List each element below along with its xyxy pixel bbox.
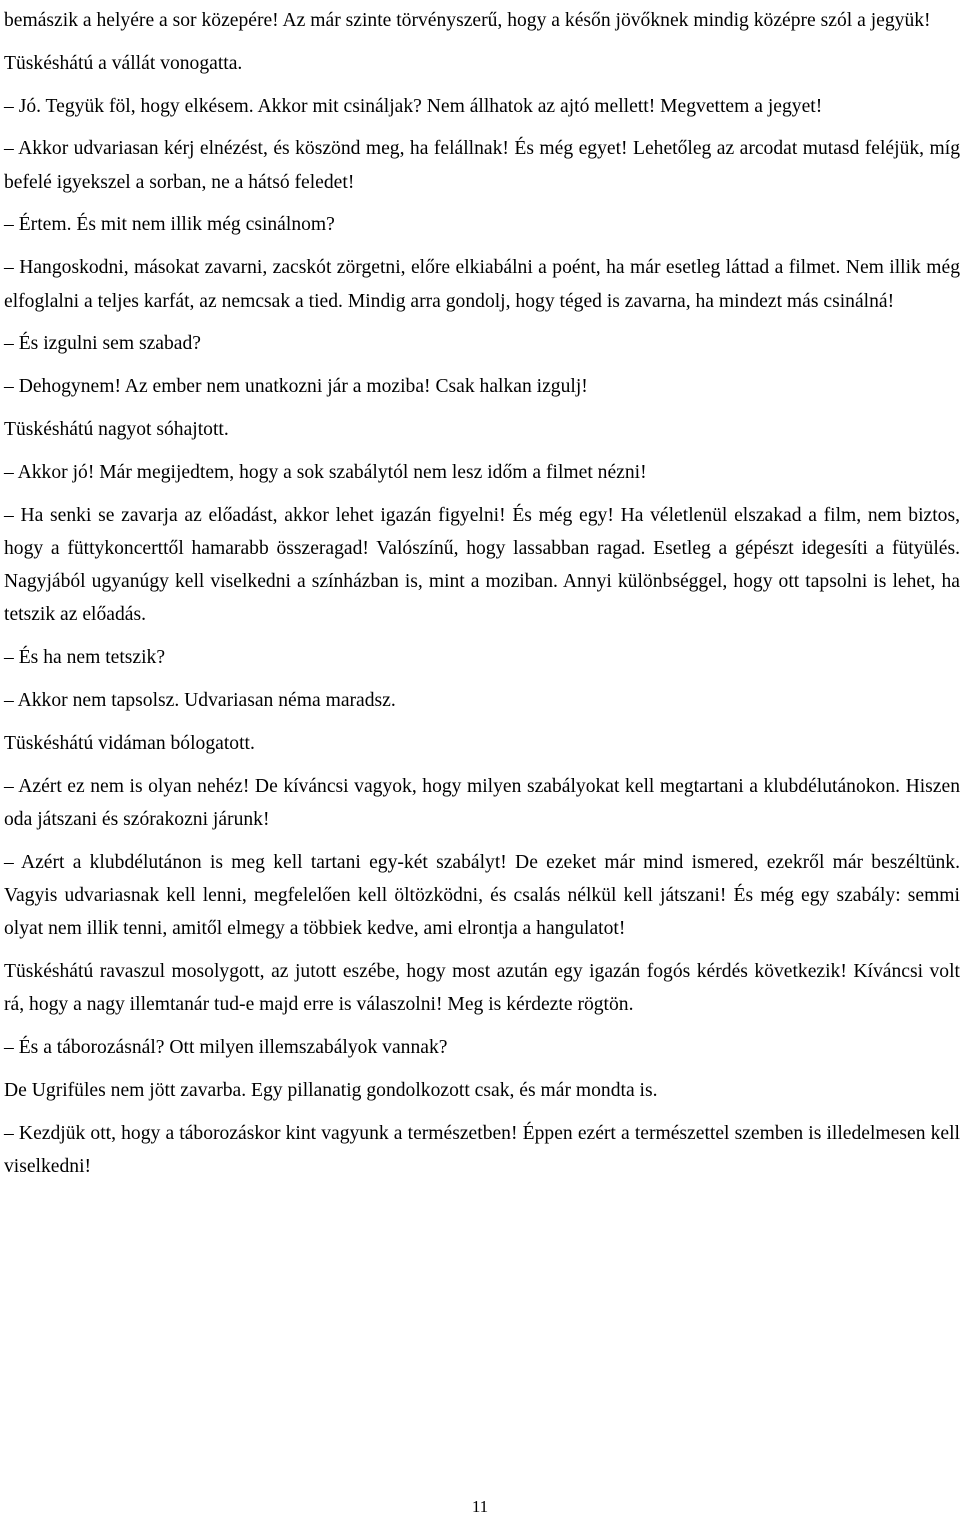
paragraph: – És ha nem tetszik? [4, 647, 166, 669]
paragraph: bemászik a helyére a sor közepére! Az már szinte törvényszerű, hogy a későn jövőknek mindig középre szól a jegyük! [4, 10, 931, 31]
paragraph: De Ugrifüles nem jött zavarba. Egy pillanatig gondolkozott csak, és már mondta is. [4, 1080, 658, 1102]
paragraph: Tüskéshátú vidáman bólogatott. [4, 732, 255, 754]
paragraph: – Azért ez nem is olyan nehéz! De kíváncsi vagyok, hogy milyen szabályokat kell megtartani a klubdélutánokon. Hiszen oda játszani és szórakozni járunk! [4, 775, 960, 830]
paragraph: Tüskéshátú ravaszul mosolygott, az jutott eszébe, hogy most azután egy igazán fogós kérdés következik! Kíváncsi volt rá, hogy a nagy illemtanár tud-e majd erre is válaszolni! Meg is kérdezte rögtön. [4, 961, 960, 1016]
paragraph: – Hangoskodni, másokat zavarni, zacskót zörgetni, előre elkiabálni a poént, ha már esetleg láttad a filmet. Nem illik még elfoglalni a teljes karfát, az nemcsak a tied. Mindig arra gondolj, hogy téged is zavarna, ha mindezt más csinálná! [4, 257, 960, 312]
paragraph: – Akkor nem tapsolsz. Udvariasan néma maradsz. [4, 690, 396, 712]
paragraph: – Azért a klubdélutánon is meg kell tartani egy-két szabályt! De ezeket már mind ismered, ezekről már beszéltünk. Vagyis udvariasnak kell lenni, megfelelően kell öltözködni, és csalás nélkül kell játszani! És még egy szabály: semmi olyat nem illik tenni, amitől elmegy a többiek kedve, ami elrontja a hangulatot! [4, 851, 960, 940]
paragraph: – Dehogynem! Az ember nem unatkozni jár a moziba! Csak halkan izgulj! [4, 376, 588, 398]
paragraph: – Kezdjük ott, hogy a táborozáskor kint vagyunk a természetben! Éppen ezért a természettel szemben is illedelmesen kell viselkedni! [4, 1122, 960, 1178]
paragraph: Tüskéshátú a vállát vonogatta. [4, 52, 243, 74]
paragraph: – Ha senki se zavarja az előadást, akkor lehet igazán figyelni! És még egy! Ha véletlenül elszakad a film, nem biztos, hogy a füttykoncerttől hamarabb összeragad! Valószínű, hogy lassabban ragad. Esetleg a gépészt idegesíti a fütyülés. Nagyjából ugyanúgy kell viselkedni a színházban is, mint a moziban. Annyi különbséggel, hogy ott tapsolni is lehet, ha tetszik az előadás. [4, 504, 960, 626]
paragraph: – Jó. Tegyük föl, hogy elkésem. Akkor mit csináljak? Nem állhatok az ajtó mellett! Megvettem a jegyet! [4, 95, 823, 117]
paragraph: – És a táborozásnál? Ott milyen illemszabályok vannak? [4, 1037, 448, 1059]
page-number: 11 [471, 1497, 489, 1516]
paragraph: – Értem. És mit nem illik még csinálnom? [4, 214, 335, 236]
paragraph: Tüskéshátú nagyot sóhajtott. [4, 418, 229, 440]
paragraph: – És izgulni sem szabad? [4, 333, 201, 355]
paragraph: – Akkor jó! Már megijedtem, hogy a sok szabálytól nem lesz időm a filmet nézni! [4, 461, 647, 483]
paragraph: – Akkor udvariasan kérj elnézést, és köszönd meg, ha felállnak! És még egyet! Lehetőleg az arcodat mutasd feléjük, míg befelé igyekszel a sorban, ne a hátsó feledet! [4, 138, 960, 193]
page-body [4, 4, 960, 1193]
